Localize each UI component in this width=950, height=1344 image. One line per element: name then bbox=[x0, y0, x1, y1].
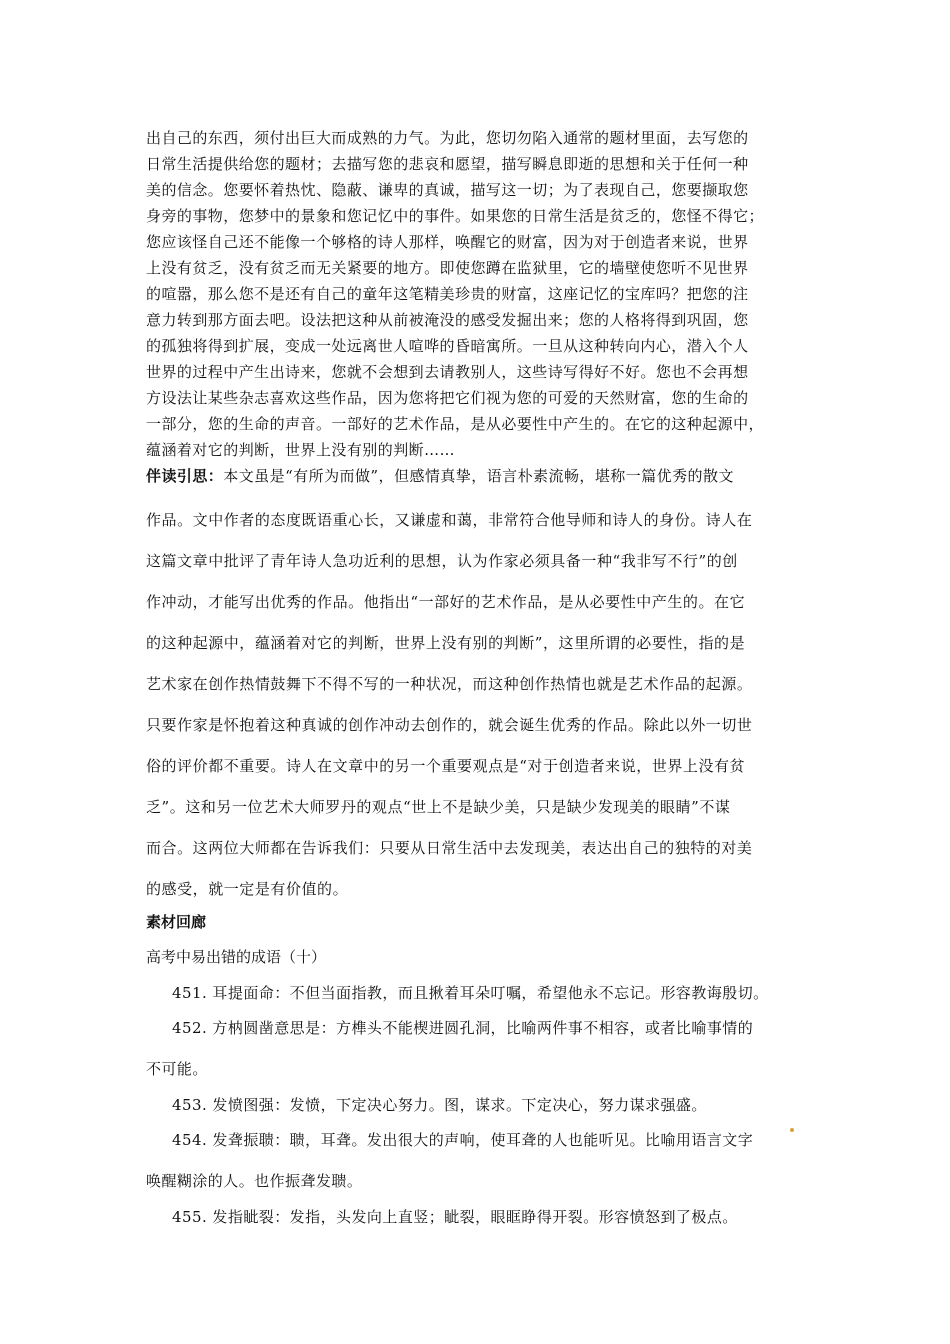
commentary-line: 作冲动，才能写出优秀的作品。他指出“一部好的艺术作品，是从必要性中产生的。在它 bbox=[146, 593, 746, 611]
commentary-line: 作品。文中作者的态度既语重心长，又谦虚和蔼，非常符合他导师和诗人的身份。诗人在 bbox=[146, 511, 753, 529]
article-line: 日常生活提供给您的题材；去描写您的悲哀和愿望，描写瞬息即逝的思想和关于任何一种 bbox=[146, 155, 749, 173]
commentary-line: 艺术家在创作热情鼓舞下不得不写的一种状况，而这种创作热情也就是艺术作品的起源。 bbox=[146, 675, 753, 693]
commentary-first-line bbox=[146, 465, 734, 486]
commentary-line: 这篇文章中批评了青年诗人急功近利的思想，认为作家必须具备一种“我非写不行”的创 bbox=[146, 552, 738, 570]
article-line: 您应该怪自己还不能像一个够格的诗人那样，唤醒它的财富，因为对于创造者来说，世界 bbox=[146, 233, 749, 251]
commentary-line: 只要作家是怀抱着这种真诚的创作冲动去创作的，就会诞生优秀的作品。除此以外一切世 bbox=[146, 716, 753, 734]
commentary-line: 的这种起源中，蕴涵着对它的判断，世界上没有别的判断”，这里所谓的必要性，指的是 bbox=[146, 634, 746, 652]
article-line: 上没有贫乏，没有贫乏而无关紧要的地方。即使您蹲在监狱里，它的墙壁使您听不见世界 bbox=[146, 259, 749, 277]
article-line: 世界的过程中产生出诗来，您就不会想到去请教别人，这些诗写得好不好。您也不会再想 bbox=[146, 363, 749, 381]
article-line: 出自己的东西，须付出巨大而成熟的力气。为此，您切勿陷入通常的题材里面，去写您的 bbox=[146, 129, 749, 147]
idiom-entry: 455. 发指眦裂：发指，头发向上直竖；眦裂，眼眶睁得开裂。形容愤怒到了极点。 bbox=[172, 1208, 738, 1226]
commentary-line: 的感受，就一定是有价值的。 bbox=[146, 880, 349, 898]
commentary-line: 而合。这两位大师都在告诉我们：只要从日常生活中去发现美，表达出自己的独特的对美 bbox=[146, 839, 753, 857]
article-line: 意力转到那方面去吧。设法把这种从前被淹没的感受发掘出来；您的人格将得到巩固，您 bbox=[146, 311, 749, 329]
commentary-line: 乏”。这和另一位艺术大师罗丹的观点“世上不是缺少美，只是缺少发现美的眼睛”不谋 bbox=[146, 798, 731, 816]
stray-mark bbox=[790, 1128, 794, 1132]
materials-heading: 素材回廊 bbox=[146, 913, 207, 931]
article-line: 蕴涵着对它的判断，世界上没有别的判断…… bbox=[146, 441, 456, 459]
idiom-entry: 451. 耳提面命：不但当面指教，而且揪着耳朵叮嘱，希望他永不忘记。形容教诲殷切。 bbox=[172, 984, 769, 1002]
article-line: 一部分，您的生命的声音。一部好的艺术作品，是从必要性中产生的。在它的这种起源中， bbox=[146, 415, 765, 433]
article-line: 身旁的事物，您梦中的景象和您记忆中的事件。如果您的日常生活是贫乏的，您怪不得它； bbox=[146, 207, 765, 225]
article-line: 方设法让某些杂志喜欢这些作品，因为您将把它们视为您的可爱的天然财富，您的生命的 bbox=[146, 389, 749, 407]
commentary-heading: 伴读引思： bbox=[146, 467, 224, 485]
materials-subheading: 高考中易出错的成语（十） bbox=[146, 948, 327, 966]
idiom-entry: 453. 发愤图强：发愤，下定决心努力。图，谋求。下定决心，努力谋求强盛。 bbox=[172, 1096, 707, 1114]
commentary-line: 俗的评价都不重要。诗人在文章中的另一个重要观点是“对于创造者来说，世界上没有贫 bbox=[146, 757, 746, 775]
article-line: 美的信念。您要怀着热忱、隐蔽、谦卑的真诚，描写这一切；为了表现自己，您要撷取您 bbox=[146, 181, 749, 199]
article-line: 的喧嚣，那么您不是还有自己的童年这笔精美珍贵的财富，这座记忆的宝库吗？把您的注 bbox=[146, 285, 749, 303]
idiom-entry: 452. 方枘圆凿意思是：方榫头不能楔进圆孔洞，比喻两件事不相容，或者比喻事情的 bbox=[172, 1019, 754, 1037]
idiom-entry-continuation: 唤醒糊涂的人。也作振聋发聩。 bbox=[146, 1172, 363, 1190]
commentary-line: 本文虽是“有所为而做”，但感情真挚，语言朴素流畅，堪称一篇优秀的散文 bbox=[223, 467, 734, 485]
idiom-entry: 454. 发聋振聩：聩，耳聋。发出很大的声响，使耳聋的人也能听见。比喻用语言文字 bbox=[172, 1131, 754, 1149]
article-line: 的孤独将得到扩展，变成一处远离世人喧哗的昏暗寓所。一旦从这种转向内心，潜入个人 bbox=[146, 337, 749, 355]
idiom-entry-continuation: 不可能。 bbox=[146, 1060, 208, 1078]
